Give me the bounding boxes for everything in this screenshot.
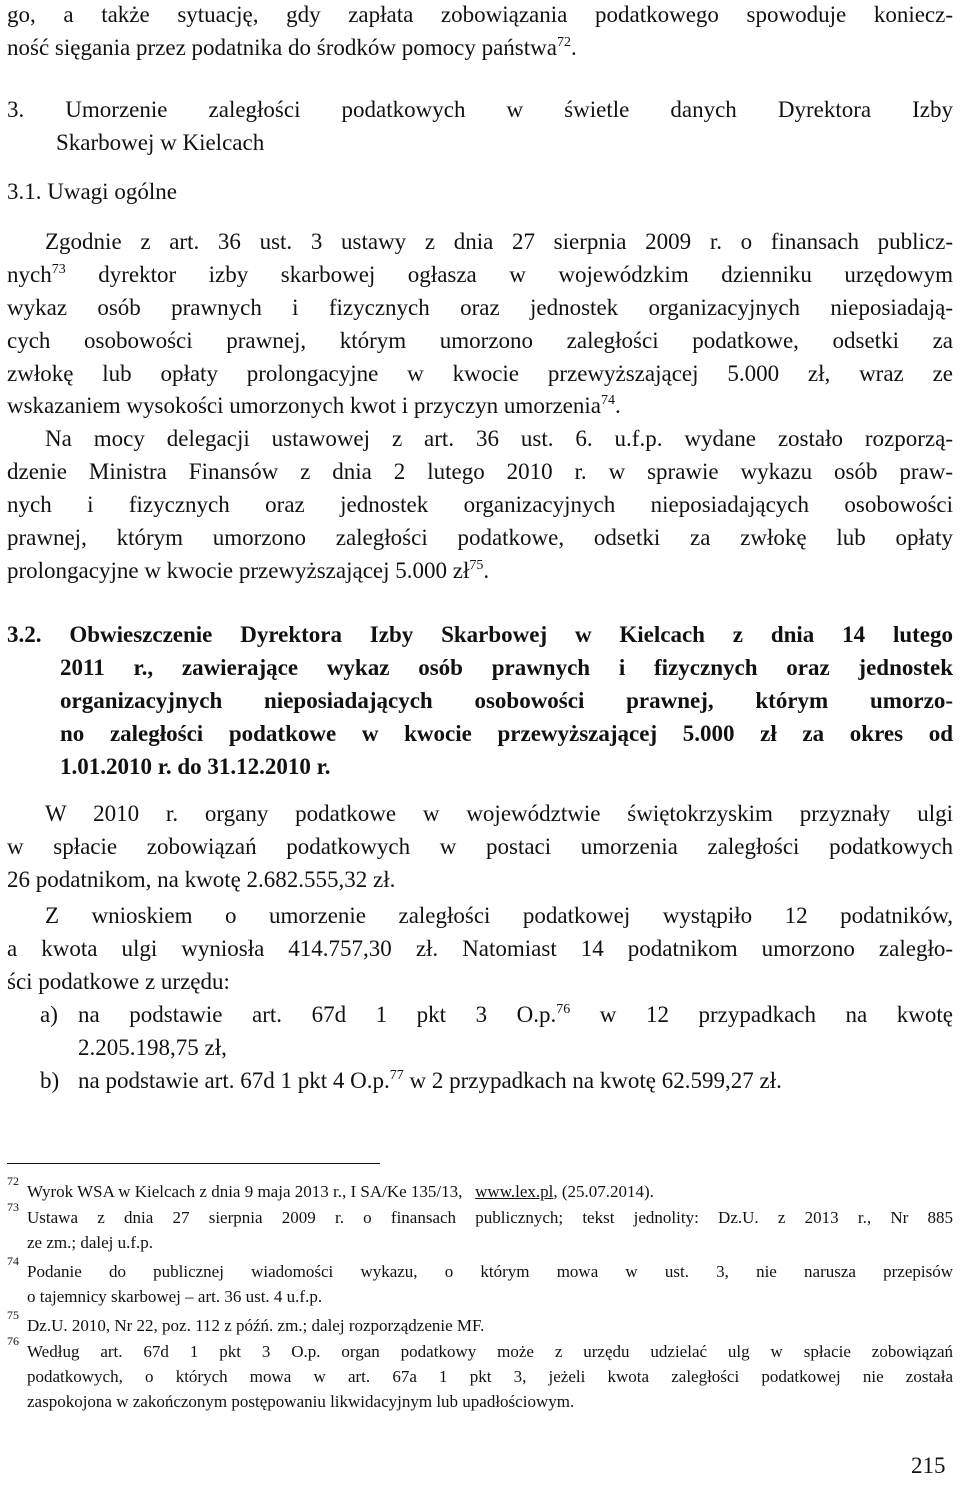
paragraph-line: prawnej, którym umorzono zaległości podatkowe, odsetki za zwłokę lub opłaty <box>7 525 953 550</box>
paragraph-line: nych i fizycznych oraz jednostek organizacyjnych nieposiadających osobowości <box>7 492 953 517</box>
paragraph-line: 26 podatnikom, na kwotę 2.682.555,32 zł. <box>7 867 396 892</box>
paragraph-line: Z wnioskiem o umorzenie zaległości podatkowej wystąpiło 12 podatników, <box>45 903 953 928</box>
subsection-heading-cont: 1.01.2010 r. do 31.12.2010 r. <box>60 754 331 779</box>
footnote-number: 76 <box>7 1334 19 1348</box>
paragraph-line: zwłokę lub opłaty prolongacyjne w kwocie przewyższającej 5.000 zł, wraz ze <box>7 361 953 386</box>
paragraph-line: W 2010 r. organy podatkowe w województwie świętokrzyskim przyznały ulgi <box>45 801 953 826</box>
footnote-76: Według art. 67d 1 pkt 3 O.p. organ podatkowy może z urzędu udzielać ulg w spłacie zobowiązań <box>27 1342 953 1361</box>
footnote-ref-72[interactable]: 72 <box>556 35 571 50</box>
footnote-74-cont: o tajemnicy skarbowej – art. 36 ust. 4 u.f.p. <box>27 1287 323 1306</box>
paragraph-line: a kwota ulgi wyniosła 414.757,30 zł. Natomiast 14 podatnikom umorzono zaległo- <box>7 936 953 961</box>
body-line: go, a także sytuację, gdy zapłata zobowiązania podatkowego spowoduje koniecz- <box>7 2 953 27</box>
paragraph-line: nych$^{73}$ dyrektor izby skarbowej ogłasza w wojewódzkim dzienniku urzędowym <box>7 262 953 287</box>
subsection-heading: 3.2. Obwieszczenie Dyrektora Izby Skarbowej w Kielcach z dnia 14 lutego <box>7 622 953 647</box>
subsection-heading: 3.1. Uwagi ogólne <box>7 179 177 204</box>
footnote-73-cont: ze zm.; dalej u.f.p. <box>27 1233 154 1252</box>
list-item: na podstawie art. 67d 1 pkt 3 O.p.$^{76}$ w 12 przypadkach na kwotę <box>78 1002 953 1027</box>
body-line: ność sięgania przez podatnika do środków pomocy państwa$^{72}$. <box>7 35 577 60</box>
paragraph-line: cych osobowości prawnej, którym umorzono zaległości podatkowe, odsetki za <box>7 328 953 353</box>
page-number: 215 <box>911 1453 946 1478</box>
paragraph-line: dzenie Ministra Finansów z dnia 2 lutego 2010 r. w sprawie wykazu osób praw- <box>7 459 953 484</box>
footnote-ref-73[interactable]: 73 <box>51 262 66 277</box>
footnote-76-cont: zaspokojona w zakończonym postępowaniu likwidacyjnym lub upadłościowym. <box>27 1392 575 1411</box>
footnote-72: Wyrok WSA w Kielcach z dnia 9 maja 2013 r., I SA/Ke 135/13, www.lex.pl, (25.07.2014). <box>27 1182 654 1201</box>
lex-link[interactable]: www.lex.pl <box>475 1182 554 1201</box>
footnote-75: Dz.U. 2010, Nr 22, poz. 112 z późń. zm.; dalej rozporządzenie MF. <box>27 1316 485 1335</box>
list-marker: a) <box>40 1002 58 1027</box>
list-marker: b) <box>40 1068 60 1093</box>
subsection-heading-cont: no zaległości podatkowe w kwocie przewyższającej 5.000 zł za okres od <box>60 721 953 746</box>
section-heading: 3. Umorzenie zaległości podatkowych w świetle danych Dyrektora Izby <box>7 97 953 122</box>
paragraph-line: prolongacyjne w kwocie przewyższającej 5.000 $zł^{75}$. <box>7 558 490 583</box>
paragraph-line: Na mocy delegacji ustawowej z art. 36 ust. 6. u.f.p. wydane zostało rozporzą- <box>45 426 953 451</box>
subsection-heading-cont: 2011 r., zawierające wykaz osób prawnych i fizycznych oraz jednostek <box>60 655 953 680</box>
list-item-cont: 2.205.198,75 zł, <box>78 1035 227 1060</box>
paragraph-line: w spłacie zobowiązań podatkowych w postaci umorzenia zaległości podatkowych <box>7 834 953 859</box>
footnote-76-cont: podatkowych, o których mowa w art. 67a 1 pkt 3, jeżeli kwota zaległości podatkowej nie została <box>27 1367 953 1386</box>
footnote-ref-75[interactable]: 75 <box>469 558 484 573</box>
list-item: na podstawie art. 67d 1 pkt 4 O.p.$^{77}$ w 2 przypadkach na kwotę 62.599,27 zł. <box>78 1068 782 1093</box>
footnote-number: 73 <box>7 1200 19 1214</box>
footnote-74: Podanie do publicznej wiadomości wykazu, o którym mowa w ust. 3, nie narusza przepisów <box>27 1262 953 1281</box>
footnote-ref-76[interactable]: 76 <box>556 1002 571 1017</box>
footnote-number: 75 <box>7 1308 19 1322</box>
footnote-73: Ustawa z dnia 27 sierpnia 2009 r. o finansach publicznych; tekst jednolity: Dz.U. z 2013 r., Nr 885 <box>27 1208 953 1227</box>
paragraph-line: Zgodnie z art. 36 ust. 3 ustawy z dnia 27 sierpnia 2009 r. o finansach publicz- <box>45 229 953 254</box>
section-heading-cont: Skarbowej w Kielcach <box>56 130 265 155</box>
footnote-ref-77[interactable]: 77 <box>389 1068 404 1083</box>
footnote-number: 74 <box>7 1254 19 1268</box>
paragraph-line: wskazaniem wysokości umorzonych kwot i przyczyn umorzenia$^{74}$. <box>7 393 621 418</box>
footnote-number: 72 <box>7 1174 19 1188</box>
footnote-ref-74[interactable]: 74 <box>601 393 615 408</box>
paragraph-line: ści podatkowe z urzędu: <box>7 969 230 994</box>
paragraph-line: wykaz osób prawnych i fizycznych oraz jednostek organizacyjnych nieposiadają- <box>7 295 953 320</box>
subsection-heading-cont: organizacyjnych nieposiadających osobowości prawnej, którym umorzo- <box>60 688 953 713</box>
footnote-separator <box>7 1163 380 1164</box>
